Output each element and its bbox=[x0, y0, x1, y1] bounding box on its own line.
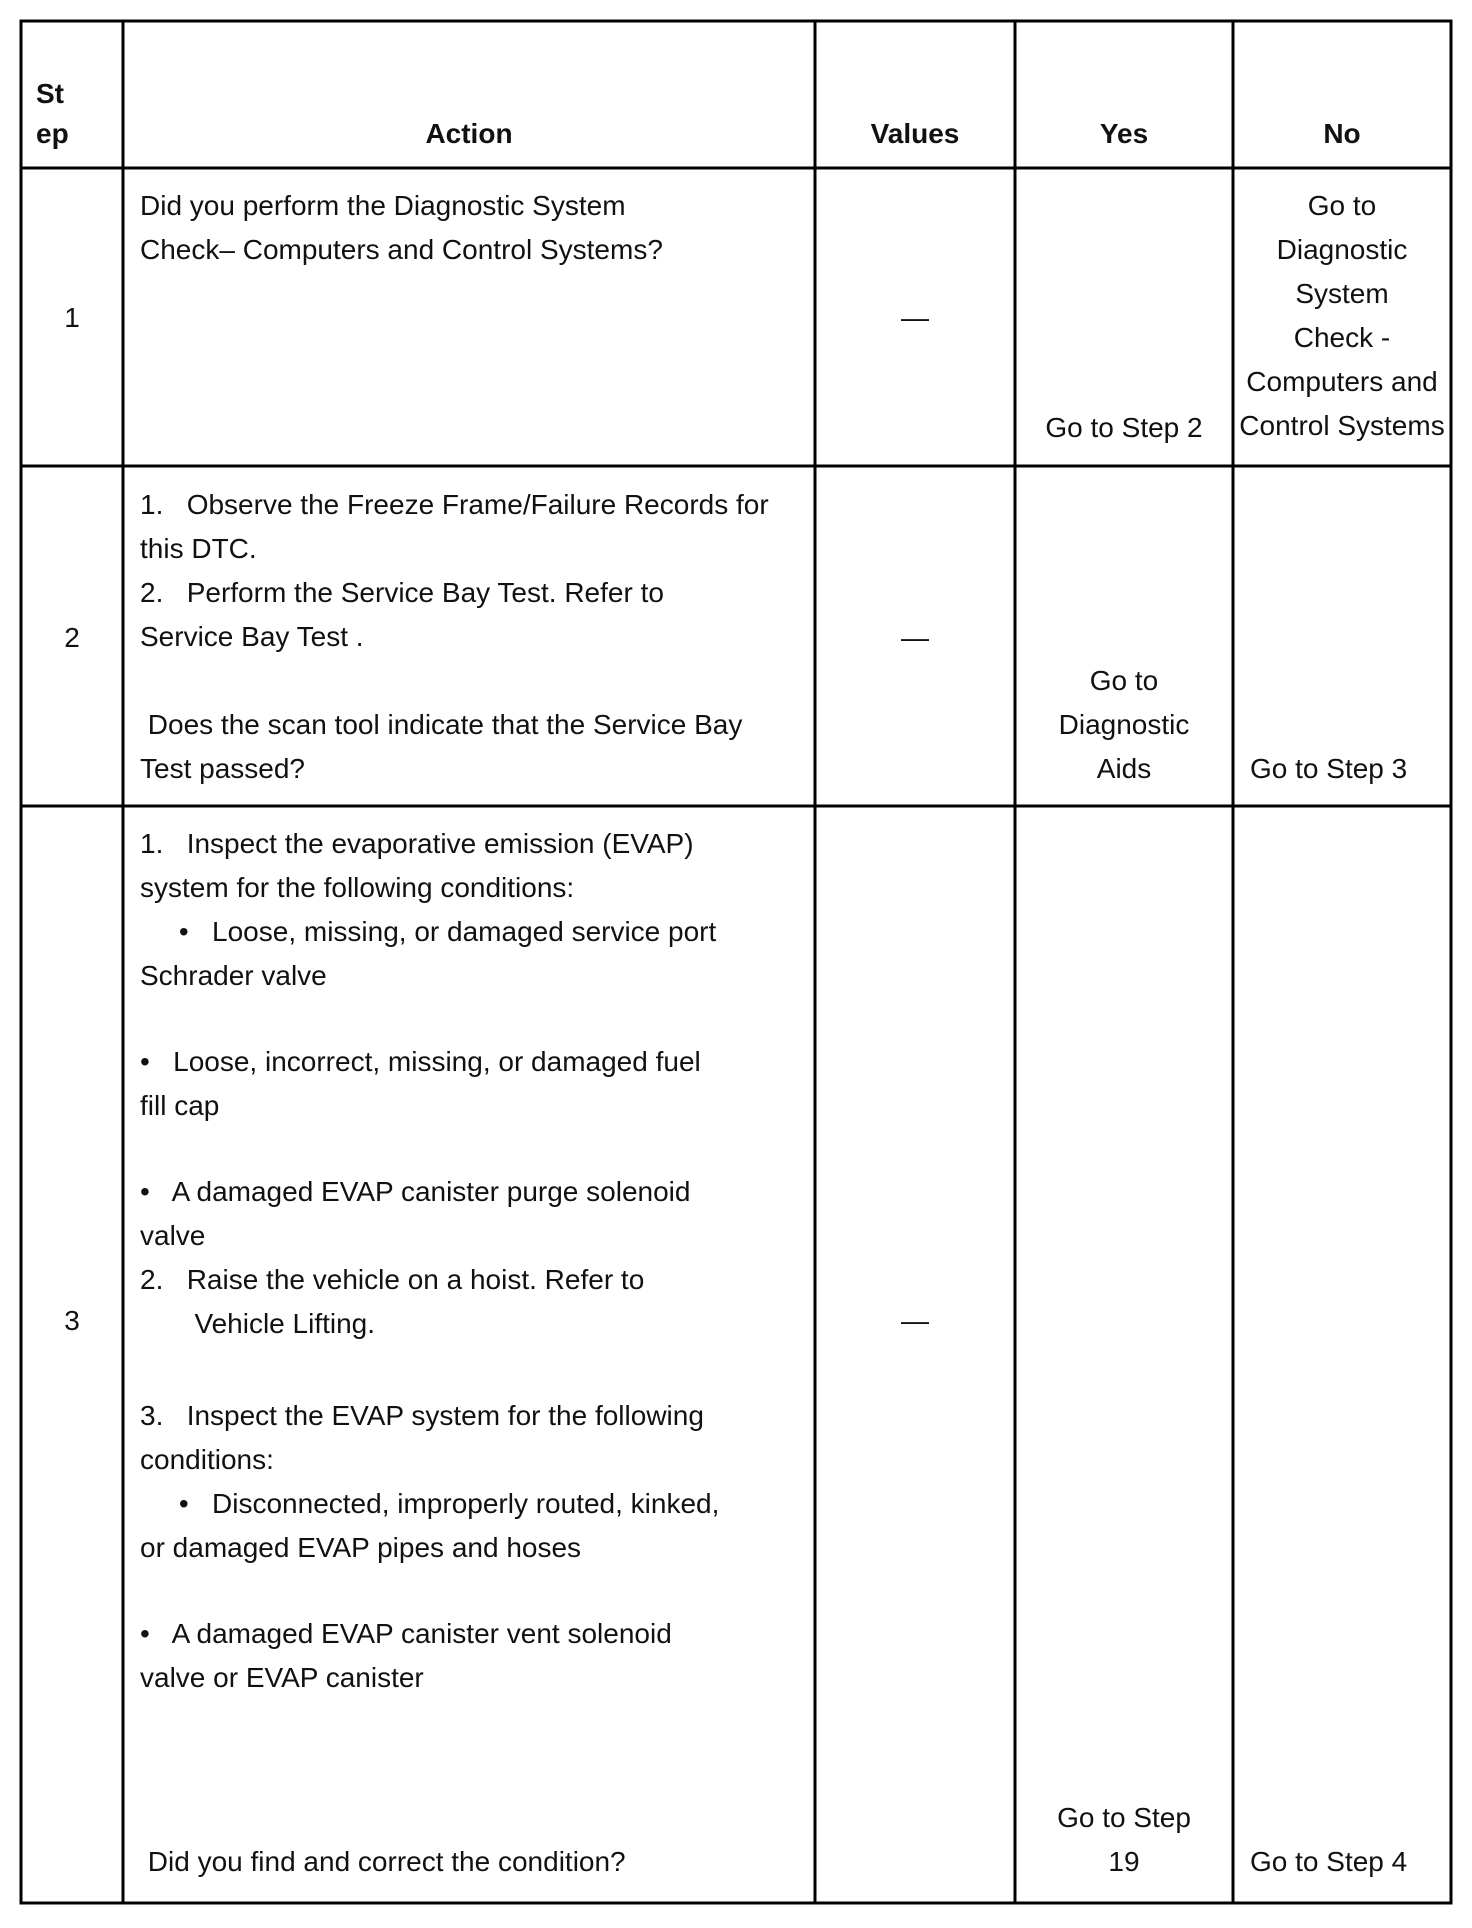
action-text: Did you perform the Diagnostic System Check– Computers and Control Systems? bbox=[140, 190, 663, 265]
action-text: 1. Observe the Freeze Frame/Failure Records for this DTC. 2. Perform the Service Bay Test. Refer to Service Bay Test . Does the scan tool indicate that the Service Bay Test passed? bbox=[140, 489, 769, 784]
action-text: 1. Inspect the evaporative emission (EVAP) system for the following conditions: • Loose, missing, or damaged service port Schrader valve • Loose, incorrect, missing, or damaged fuel fill cap • A damaged EVAP canister purge solenoid valve 2. Raise the vehicle on a hoist. Refer to Vehicle Lifting. 3. Inspect the EVAP system for the following conditions: • Disconnected, improperly routed, kinked, or damaged EVAP pipes and hoses • A damaged EVAP canister vent solenoid valve or EVAP canister bbox=[140, 828, 720, 1693]
yes-link[interactable]: Go to Step 19 bbox=[1057, 1802, 1191, 1877]
yes-link[interactable]: Go to Diagnostic Aids bbox=[1058, 665, 1190, 784]
header-no: No bbox=[1323, 118, 1361, 149]
action-question: Did you find and correct the condition? bbox=[140, 1846, 626, 1877]
header-step: St ep bbox=[36, 78, 69, 149]
header-action: Action bbox=[425, 118, 513, 149]
no-link[interactable]: Go to Step 3 bbox=[1250, 753, 1408, 784]
step-number: 2 bbox=[64, 622, 80, 653]
values-dash: — bbox=[901, 622, 929, 653]
step-number: 1 bbox=[64, 302, 80, 333]
yes-link[interactable]: Go to Step 2 bbox=[1045, 412, 1203, 443]
values-dash: — bbox=[901, 302, 929, 333]
step-number: 3 bbox=[64, 1305, 80, 1336]
no-link[interactable]: Go to Diagnostic System Check - Computers and Control Systems bbox=[1239, 190, 1445, 441]
header-yes: Yes bbox=[1099, 118, 1149, 149]
header-values: Values bbox=[870, 118, 960, 149]
values-dash: — bbox=[901, 1305, 929, 1336]
no-link[interactable]: Go to Step 4 bbox=[1250, 1846, 1408, 1877]
